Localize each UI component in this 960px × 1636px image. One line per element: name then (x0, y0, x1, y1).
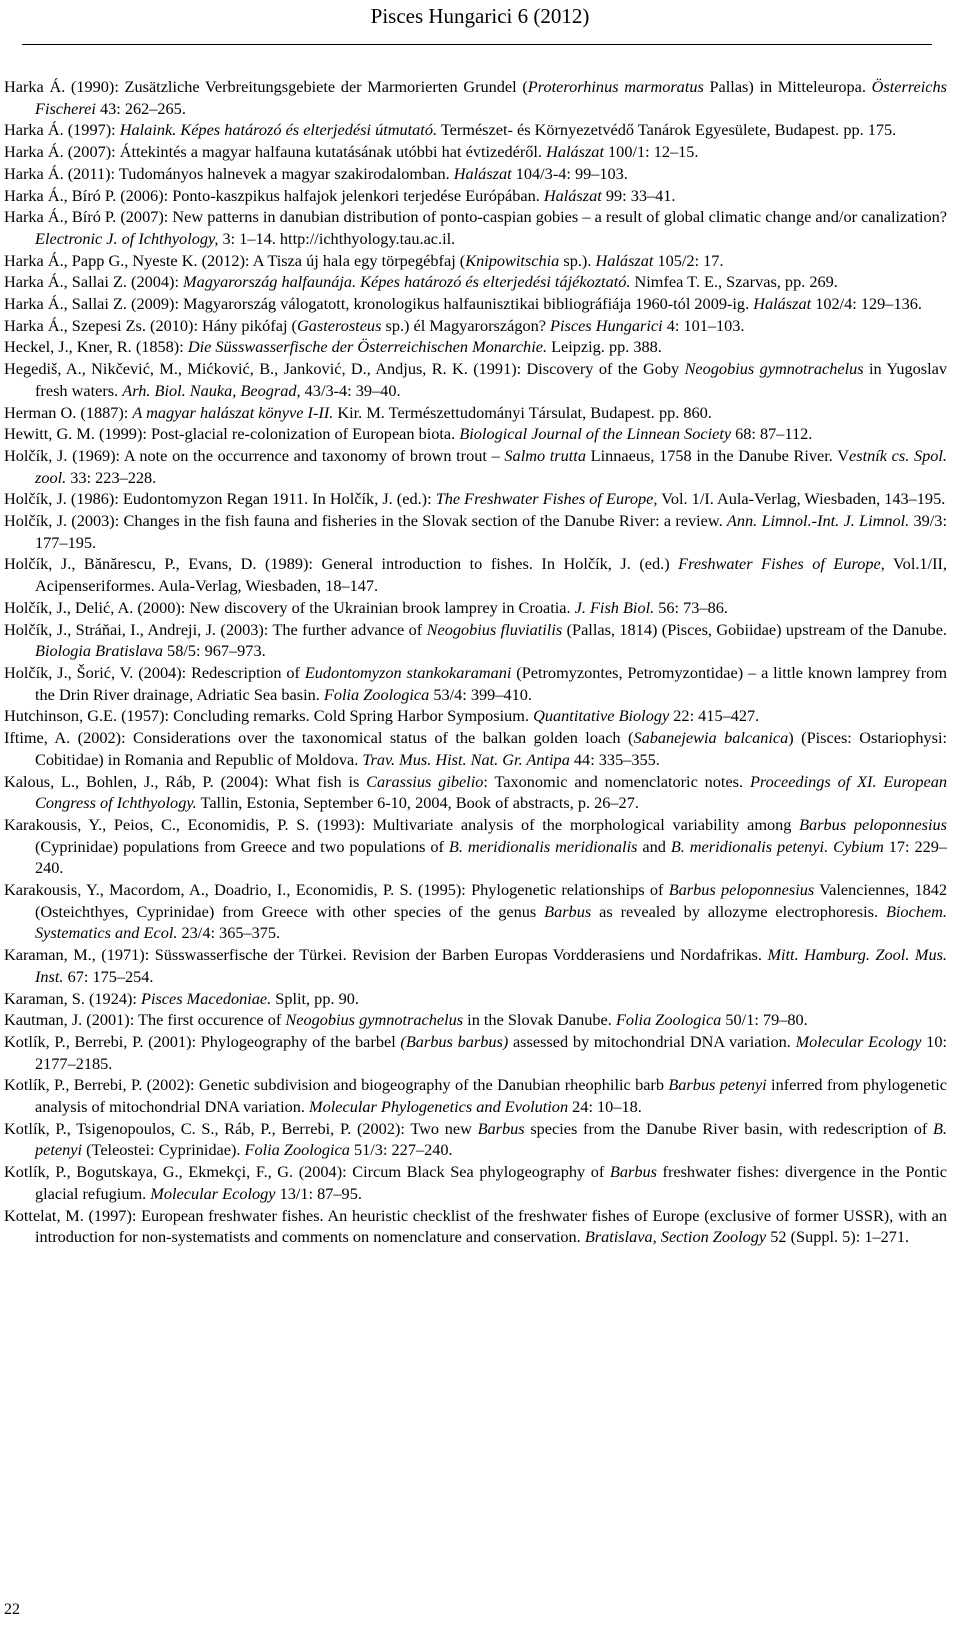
reference-text: freshwater fishes: divergence in the Pontic glacial refugium. (35, 1162, 947, 1203)
reference-entry (0, 488, 947, 510)
reference-entry (0, 1161, 947, 1204)
reference-text: assessed by mitochondrial DNA variation. (508, 1031, 796, 1051)
reference-entry (0, 814, 947, 879)
reference-entry (0, 879, 947, 944)
reference-italic-text: Mitt. Hamburg. Zool. Mus. Inst. (35, 945, 947, 986)
reference-text: 56: 73–86. (654, 597, 728, 617)
reference-italic-text: Freshwater Fishes of Europe, (678, 554, 885, 574)
reference-italic-text: J. Fish Biol. (574, 597, 655, 617)
reference-italic-text: A magyar halászat könyve I-II. (132, 402, 334, 422)
reference-text: 68: 87–112. (731, 424, 813, 444)
reference-italic-text: Halászat (543, 185, 602, 205)
reference-text: Heckel, J., Kner, R. (1858): (4, 337, 188, 357)
reference-italic-text: Proterorhinus marmoratus (527, 77, 704, 96)
reference-italic-text: Pisces Macedoniae. (141, 988, 272, 1008)
reference-entry (0, 1074, 947, 1117)
reference-text: 3: 1–14. http://ichthyology.tau.ac.il. (218, 228, 456, 248)
reference-text: 99: 33–41. (601, 185, 676, 205)
reference-entry (0, 553, 947, 596)
reference-entry (0, 1118, 947, 1161)
reference-italic-text: Biochem. Systematics and Ecol. (35, 901, 947, 943)
reference-italic-text: B. meridionalis meridionalis (448, 836, 638, 856)
reference-text: 43/3-4: 39–40. (300, 380, 401, 400)
reference-entry (0, 119, 947, 141)
reference-entry (0, 76, 947, 119)
reference-italic-text: Folia Zoologica (323, 684, 430, 704)
reference-text: 23/4: 365–375. (177, 923, 281, 943)
reference-text: Holčík, J. (1986): Eudontomyzon Regan 1911. In Holčík, J. (ed.): (4, 489, 436, 509)
reference-text: 104/3-4: 99–103. (511, 163, 628, 183)
reference-list (0, 76, 960, 1248)
reference-entry (0, 163, 947, 185)
reference-entry (0, 293, 947, 315)
reference-italic-text: Halászat (546, 142, 604, 162)
reference-italic-text: Molecular Ecology (150, 1183, 276, 1203)
reference-text: Harka Á., Bíró P. (2007): New patterns in danubian distribution of ponto-caspian gobies – a result of global climatic change and/or canalization? (4, 207, 947, 227)
reference-text: as revealed by allozyme electrophoresis. (591, 901, 886, 921)
reference-italic-text: Magyarország halfaunája. Képes határozó és elterjedési tájékoztató. (183, 272, 631, 292)
reference-entry (0, 336, 947, 358)
reference-text: 33: 223–228. (66, 467, 157, 487)
reference-italic-text: Barbus (609, 1162, 657, 1182)
reference-text: in Yugoslav fresh waters. (35, 359, 947, 400)
page-number: 22 (4, 1601, 20, 1618)
reference-text: 52 (Suppl. 5): 1–271. (766, 1227, 910, 1247)
reference-italic-text: Halaink. Képes határozó és elterjedési útmutató. (119, 120, 438, 140)
reference-text: ) (Pisces: Ostariophysi: Cobitidae) in Romania and Republic of Moldova. (35, 728, 947, 769)
reference-text: Iftime, A. (2002): Considerations over the taxonomical status of the balkan golden loach ( (4, 728, 634, 748)
reference-entry (0, 619, 947, 662)
reference-italic-text: Trav. Mus. Hist. Nat. Gr. Antipa (362, 749, 570, 769)
reference-entry (0, 402, 947, 424)
reference-text: (Pallas, 1814) (Pisces, Gobiidae) upstream of the Danube. (562, 619, 947, 639)
reference-entry (0, 185, 947, 207)
reference-text: Vol.1/II, Acipenseriformes. Aula-Verlag, Wiesbaden, 18–147. (35, 554, 947, 596)
reference-entry (0, 141, 947, 163)
reference-text: Holčík, J., Šorić, V. (2004): Redescription of (4, 662, 305, 682)
reference-text: Split, pp. 90. (271, 988, 359, 1008)
reference-italic-text: Gasterosteus (296, 315, 382, 335)
reference-entry (0, 445, 947, 488)
reference-text: 105/2: 17. (653, 250, 724, 270)
reference-italic-text: Proceedings of XI. European Congress of Ichthyology. (35, 771, 947, 813)
reference-italic-text: Folia Zoologica (615, 1010, 722, 1030)
reference-text: Kalous, L., Bohlen, J., Ráb, P. (2004): What fish is (4, 771, 367, 791)
reference-text: : Taxonomic and nomenclatoric notes. (483, 771, 750, 791)
reference-italic-text: Neogobius gymnotrachelus (684, 359, 864, 379)
reference-italic-text: Österreichs Fischerei (35, 77, 948, 118)
reference-text: Természet- és Környezetvédő Tanárok Egyesülete, Budapest. pp. 175. (437, 120, 897, 140)
reference-italic-text: Bratislava, Section Zoology (584, 1227, 767, 1247)
reference-text: Kottelat, M. (1997): European freshwater fishes. An heuristic checklist of the freshwater fishes of Europe (exclusive of former USSR), with an introduction for non-systematists and comments on nomenclature and conservation. (4, 1205, 947, 1247)
reference-italic-text: Salmo trutta (504, 445, 586, 465)
reference-text: Harka Á. (2007): Áttekintés a magyar halfauna kutatásának utóbbi hat évtizedéről. (4, 142, 547, 162)
reference-entry (0, 597, 947, 619)
reference-italic-text: Biologia Bratislava (35, 641, 163, 661)
reference-text: Harka Á., Bíró P. (2006): Ponto-kaszpikus halfajok jelenkori terjedése Európában. (4, 185, 544, 205)
reference-text: 44: 335–355. (569, 749, 660, 769)
reference-entry (0, 771, 947, 814)
reference-text: (Cyprinidae) populations from Greece and two populations of (35, 836, 449, 856)
reference-text: Karaman, S. (1924): (4, 988, 141, 1008)
reference-entry (0, 662, 947, 705)
reference-italic-text: Halászat (595, 250, 654, 270)
reference-text: 17: 229–240. (35, 836, 948, 878)
reference-text: sp.) él Magyarországon? (381, 315, 551, 335)
reference-text: species from the Danube River basin, with redescription of (524, 1118, 933, 1138)
reference-text: Holčík, J., Bănărescu, P., Evans, D. (1989): General introduction to fishes. In Holčík, J. (ed.) (4, 554, 679, 574)
reference-text: 67: 175–254. (63, 966, 154, 986)
reference-entry (0, 271, 947, 293)
reference-text: 102/4: 129–136. (811, 294, 922, 314)
reference-italic-text: Barbus (477, 1118, 525, 1138)
reference-text: (Petromyzontes, Petromyzontidae) – a little known lamprey from the Drin River drainage, Adriatic Sea basin. (35, 662, 947, 704)
reference-text: Kir. M. Természettudományi Társulat, Budapest. pp. 860. (333, 402, 712, 422)
reference-text: Karakousis, Y., Peios, C., Economidis, P. S. (1993): Multivariate analysis of the morphological variability among (4, 814, 800, 834)
reference-entry (0, 727, 947, 770)
reference-italic-text: (Barbus barbus) (400, 1031, 509, 1051)
reference-italic-text: estník cs. Spol. zool. (35, 445, 947, 487)
reference-text: Kotlík, P., Berrebi, P. (2001): Phylogeography of the barbel (4, 1031, 401, 1051)
reference-text: Kotlík, P., Berrebi, P. (2002): Genetic subdivision and biogeography of the Danubian rheophilic barb (4, 1075, 669, 1095)
reference-text: 4: 101–103. (662, 315, 745, 335)
reference-italic-text: Barbus petenyi (668, 1075, 767, 1095)
reference-text: Vol. 1/I. Aula-Verlag, Wiesbaden, 143–195. (657, 489, 946, 509)
reference-entry (0, 206, 947, 249)
reference-text: Kautman, J. (2001): The first occurence of (4, 1010, 286, 1030)
reference-text: (Teleostei: Cyprinidae). (82, 1140, 245, 1160)
header-rule (22, 44, 932, 45)
reference-entry (0, 988, 947, 1010)
reference-italic-text: Sabanejewia balcanica (633, 728, 789, 748)
reference-text: 53/4: 399–410. (429, 684, 532, 704)
reference-text: 100/1: 12–15. (603, 142, 699, 162)
reference-text: 43: 262–265. (95, 98, 186, 118)
reference-text: 24: 10–18. (568, 1097, 642, 1117)
reference-entry (0, 1205, 947, 1248)
reference-entry (0, 944, 947, 987)
reference-italic-text: Neogobius fluviatilis (426, 619, 563, 639)
reference-italic-text: Biological Journal of the Linnean Society (459, 424, 732, 444)
reference-text: 58/5: 967–973. (162, 641, 266, 661)
reference-italic-text: Ann. Limnol.-Int. J. Limnol. (726, 511, 910, 531)
running-head: Pisces Hungarici 6 (2012) (370, 4, 590, 28)
reference-text: Holčík, J. (2003): Changes in the fish fauna and fisheries in the Slovak section of the Danube River: a review. (4, 511, 727, 531)
reference-text: 22: 415–427. (669, 706, 760, 726)
reference-text: Harka Á., Papp G., Nyeste K. (2012): A Tisza új hala egy törpegébfaj ( (4, 250, 466, 270)
reference-text: Harka Á., Sallai Z. (2009): Magyarország válogatott, kronologikus halfaunisztikai bibliográfiája 1960-tól 2009-ig. (4, 294, 754, 314)
reference-text: Linnaeus, 1758 in the Danube River. V (585, 445, 850, 465)
reference-text: Kotlík, P., Bogutskaya, G., Ekmekçi, F., G. (2004): Circum Black Sea phylogeography of (4, 1162, 610, 1182)
reference-text: Harka Á., Sallai Z. (2004): (4, 272, 184, 292)
reference-italic-text: Barbus (544, 901, 592, 921)
reference-italic-text: Quantitative Biology (533, 706, 670, 726)
reference-italic-text: Molecular Phylogenetics and Evolution (309, 1097, 569, 1117)
reference-italic-text: Neogobius gymnotrachelus (285, 1010, 464, 1030)
reference-text: Pallas) in Mitteleuropa. (703, 77, 872, 96)
reference-text: Hewitt, G. M. (1999): Post-glacial re-colonization of European biota. (4, 424, 460, 444)
reference-italic-text: Cybium (833, 836, 884, 856)
reference-text: Hegediš, A., Nikčević, M., Mićković, B., Janković, D., Andjus, R. K. (1991): Discovery of the Goby (4, 359, 685, 379)
reference-text: Leipzig. pp. 388. (547, 337, 662, 357)
reference-italic-text: Electronic J. of Ichthyology, (35, 228, 219, 248)
reference-text: and (637, 836, 671, 856)
reference-italic-text: Folia Zoologica (244, 1140, 350, 1160)
reference-italic-text: Barbus peloponnesius (668, 880, 815, 900)
reference-text: Tallin, Estonia, September 6-10, 2004, Book of abstracts, p. 26–27. (196, 793, 639, 813)
reference-text: 51/3: 227–240. (349, 1140, 453, 1160)
reference-italic-text: Die Süsswasserfische der Österreichischen Monarchie. (187, 337, 548, 357)
reference-italic-text: Halászat (453, 163, 512, 183)
reference-text: in the Slovak Danube. (463, 1010, 616, 1030)
reference-entry (0, 423, 947, 445)
reference-text: 13/1: 87–95. (275, 1183, 362, 1203)
reference-italic-text: Knipowitschia (465, 250, 560, 270)
reference-text: Harka Á. (1997): (4, 120, 120, 140)
reference-text: Herman O. (1887): (4, 402, 133, 422)
reference-entry (0, 1009, 947, 1031)
reference-text: Valenciennes, 1842 (Osteichthyes, Cyprinidae) from Greece with other species of the genus (35, 880, 948, 921)
reference-text: 10: 2177–2185. (35, 1031, 947, 1073)
reference-text: Hutchinson, G.E. (1957): Concluding remarks. Cold Spring Harbor Symposium. (4, 706, 534, 726)
reference-entry (0, 250, 947, 272)
reference-text: Karaman, M., (1971): Süsswasserfische der Türkei. Revision der Barben Europas Vordderasiens und Nordafrikas. (4, 945, 768, 965)
reference-text: Karakousis, Y., Macordom, A., Doadrio, I., Economidis, P. S. (1995): Phylogenetic relationships of (4, 880, 669, 900)
reference-entry (0, 1031, 947, 1074)
reference-text: Kotlík, P., Tsigenopoulos, C. S., Ráb, P., Berrebi, P. (2002): Two new (4, 1118, 478, 1138)
reference-text: Holčík, J. (1969): A note on the occurrence and taxonomy of brown trout – (4, 445, 505, 465)
reference-text: Harka Á. (2011): Tudományos halnevek a magyar szakirodalomban. (4, 163, 454, 183)
reference-entry (0, 358, 947, 401)
reference-text: Harka Á. (1990): Zusätzliche Verbreitungsgebiete der Marmorierten Grundel ( (4, 77, 528, 96)
reference-text: Holčík, J., Delić, A. (2000): New discovery of the Ukrainian brook lamprey in Croatia. (4, 597, 575, 617)
reference-entry (0, 510, 947, 553)
reference-text: Nimfea T. E., Szarvas, pp. 269. (630, 272, 838, 292)
reference-italic-text: Eudontomyzon stankokaramani (304, 662, 512, 682)
reference-text: sp.). (559, 250, 596, 270)
reference-text: 39/3: 177–195. (35, 511, 947, 552)
reference-italic-text: Halászat (753, 294, 812, 314)
reference-italic-text: Pisces Hungarici (550, 315, 663, 335)
reference-italic-text: Arh. Biol. Nauka, Beograd, (122, 380, 301, 400)
reference-italic-text: B. meridionalis petenyi. (670, 836, 829, 856)
reference-text: 50/1: 79–80. (721, 1010, 808, 1030)
reference-entry (0, 315, 947, 337)
reference-text: Harka Á., Szepesi Zs. (2010): Hány pikófaj ( (4, 315, 297, 335)
reference-text: Holčík, J., Stráňai, I., Andreji, J. (2003): The further advance of (4, 619, 427, 639)
reference-text: inferred from phylogenetic analysis of mitochondrial DNA variation. (35, 1075, 947, 1117)
reference-italic-text: Carassius gibelio (366, 771, 484, 791)
reference-italic-text: Barbus peloponnesius (799, 814, 948, 834)
reference-entry (0, 705, 947, 727)
reference-italic-text: B. petenyi (35, 1118, 947, 1160)
reference-italic-text: Molecular Ecology (795, 1031, 922, 1051)
reference-italic-text: The Freshwater Fishes of Europe, (435, 489, 658, 509)
